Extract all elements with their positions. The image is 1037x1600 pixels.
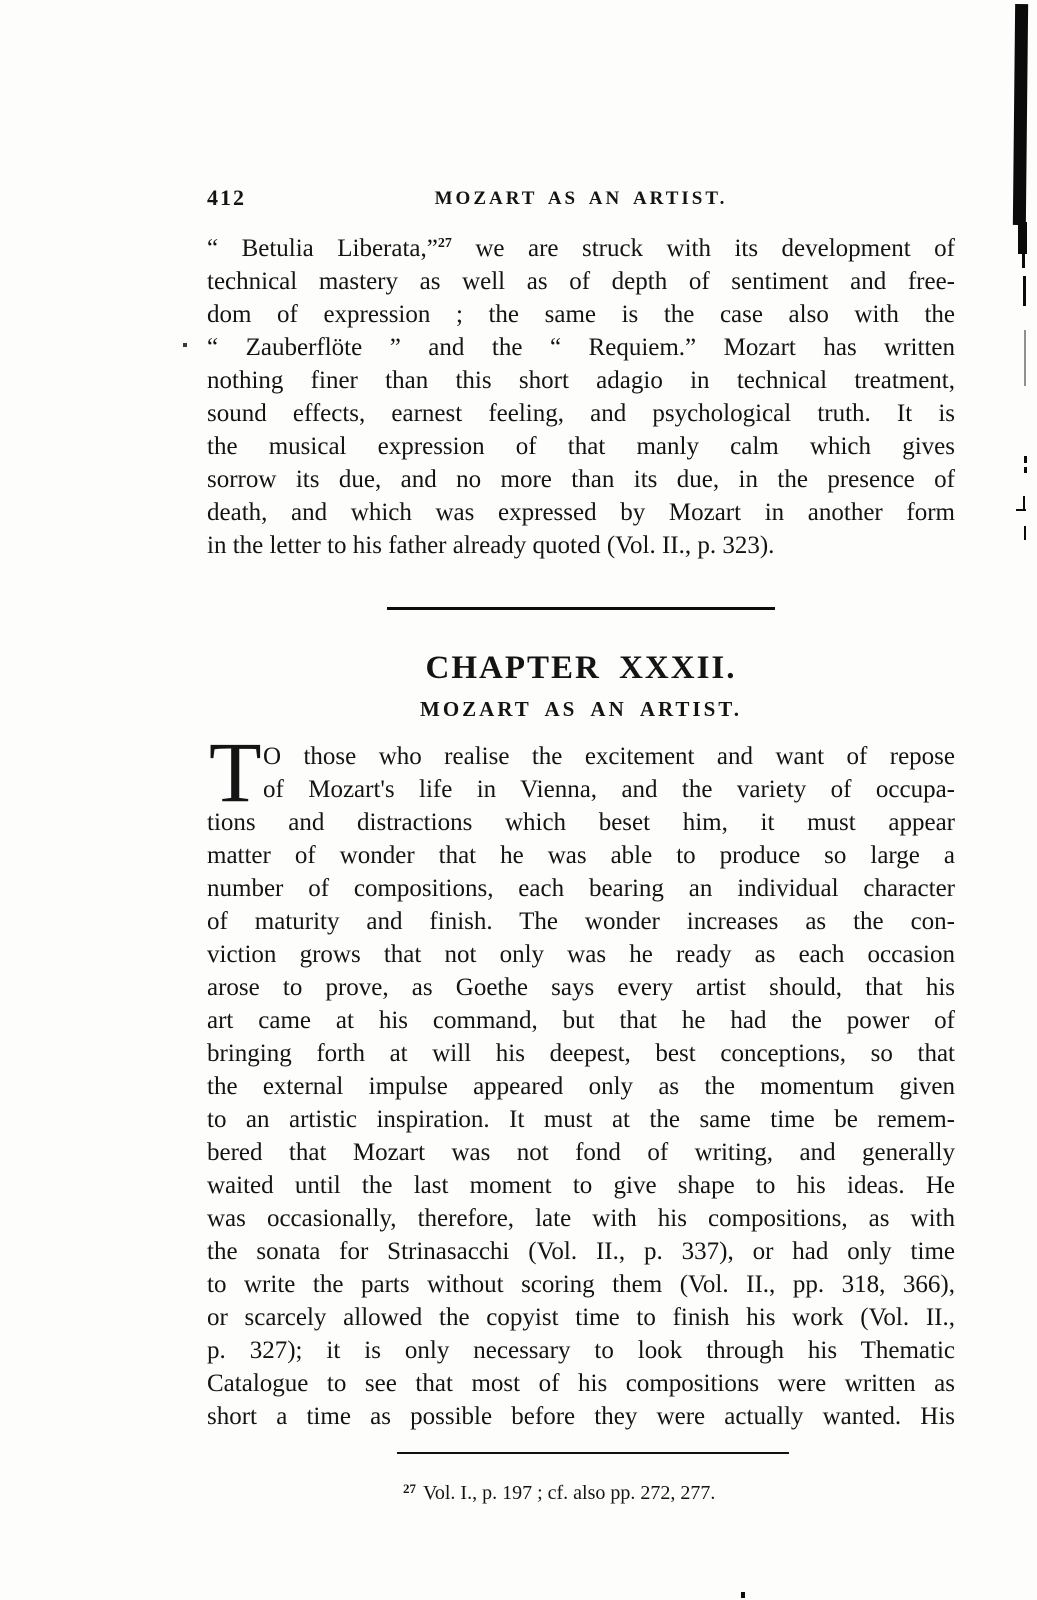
- text-run: we are struck with its development of: [451, 235, 955, 262]
- scan-streak-artifact: [1024, 330, 1026, 386]
- scan-speck-artifact: [1024, 456, 1027, 463]
- text-line: “ Zauberflöte ” and the “ Requiem.” Mozart has written: [207, 334, 955, 361]
- text-line: arose to prove, as Goethe says every artist should, that his: [207, 974, 955, 1001]
- section-divider-rule: [387, 607, 775, 610]
- text-line: nothing finer than this short adagio in technical treatment,: [207, 367, 955, 394]
- text-line: waited until the last moment to give shape to his ideas. He: [207, 1172, 955, 1199]
- text-line: death, and which was expressed by Mozart in another form: [207, 499, 955, 526]
- text-line: the external impulse appeared only as the momentum given: [207, 1073, 955, 1100]
- running-title: MOZART AS AN ARTIST.: [434, 188, 728, 209]
- text-line: matter of wonder that he was able to produce so large a: [207, 842, 955, 869]
- footnote: [403, 1476, 955, 1506]
- scan-streak-artifact: [1022, 252, 1025, 268]
- text-line: [207, 232, 955, 265]
- text-line: tions and distractions which beset him, it must appear: [207, 809, 955, 836]
- text-line: technical mastery as well as of depth of sentiment and free-: [207, 268, 955, 295]
- scan-speck-artifact: [741, 1592, 745, 1598]
- scan-streak-artifact: [1013, 4, 1028, 225]
- text-line: the sonata for Strinasacchi (Vol. II., p. 337), or had only time: [207, 1238, 955, 1265]
- text-line: or scarcely allowed the copyist time to finish his work (Vol. II.,: [207, 1304, 955, 1331]
- text-line: number of compositions, each bearing an individual character: [207, 875, 955, 902]
- text-line: of Mozart's life in Vienna, and the variety of occupa-: [263, 776, 955, 803]
- footnote-marker: 27: [403, 1481, 416, 1496]
- footnote-reference: 27: [437, 236, 452, 251]
- running-header: [207, 185, 955, 211]
- text-line: to an artistic inspiration. It must at the same time be remem-: [207, 1106, 955, 1133]
- text-line: the musical expression of that manly calm which gives: [207, 433, 955, 460]
- scan-speck-artifact: [183, 343, 187, 347]
- scan-streak-artifact: [1018, 222, 1027, 254]
- text-column: [207, 185, 955, 1506]
- text-line: bringing forth at will his deepest, best conceptions, so that: [207, 1040, 955, 1067]
- text-line: bered that Mozart was not fond of writing, and generally: [207, 1139, 955, 1166]
- text-line: sorrow its due, and no more than its due, in the presence of: [207, 466, 955, 493]
- footnote-divider-rule: [397, 1452, 789, 1454]
- drop-cap-letter: T: [209, 724, 262, 820]
- text-line: of maturity and finish. The wonder increases as the con-: [207, 908, 955, 935]
- footnote-text: Vol. I., p. 197 ; cf. also pp. 272, 277.: [423, 1482, 716, 1504]
- text-line: to write the parts without scoring them (Vol. II., pp. 318, 366),: [207, 1271, 955, 1298]
- text-line: art came at his command, but that he had the power of: [207, 1007, 955, 1034]
- text-run: “ Betulia Liberata,”: [207, 235, 438, 262]
- paragraph-chapter-opening: [207, 724, 955, 1433]
- chapter-subtitle: MOZART AS AN ARTIST.: [420, 697, 742, 721]
- scan-speck-artifact: [1023, 496, 1025, 511]
- chapter-title: CHAPTER XXXII.: [425, 650, 737, 686]
- page-number: 412: [207, 185, 246, 210]
- scan-speck-artifact: [1024, 467, 1027, 473]
- scan-speck-artifact: [1024, 526, 1026, 540]
- text-line: sound effects, earnest feeling, and psychological truth. It is: [207, 400, 955, 427]
- text-line: Catalogue to see that most of his compositions were written as: [207, 1370, 955, 1397]
- text-line: p. 327); it is only necessary to look through his Thematic: [207, 1337, 955, 1364]
- text-line: in the letter to his father already quoted (Vol. II., p. 323).: [207, 532, 775, 559]
- text-line: O those who realise the excitement and want of repose: [263, 743, 955, 770]
- text-line: short a time as possible before they were actually wanted. His: [207, 1403, 955, 1430]
- text-line: viction grows that not only was he ready as each occasion: [207, 941, 955, 968]
- text-line: was occasionally, therefore, late with his compositions, as with: [207, 1205, 955, 1232]
- text-line: dom of expression ; the same is the case also with the: [207, 301, 955, 328]
- scan-streak-artifact: [1023, 276, 1026, 306]
- paragraph-betulia-liberata: [207, 232, 955, 562]
